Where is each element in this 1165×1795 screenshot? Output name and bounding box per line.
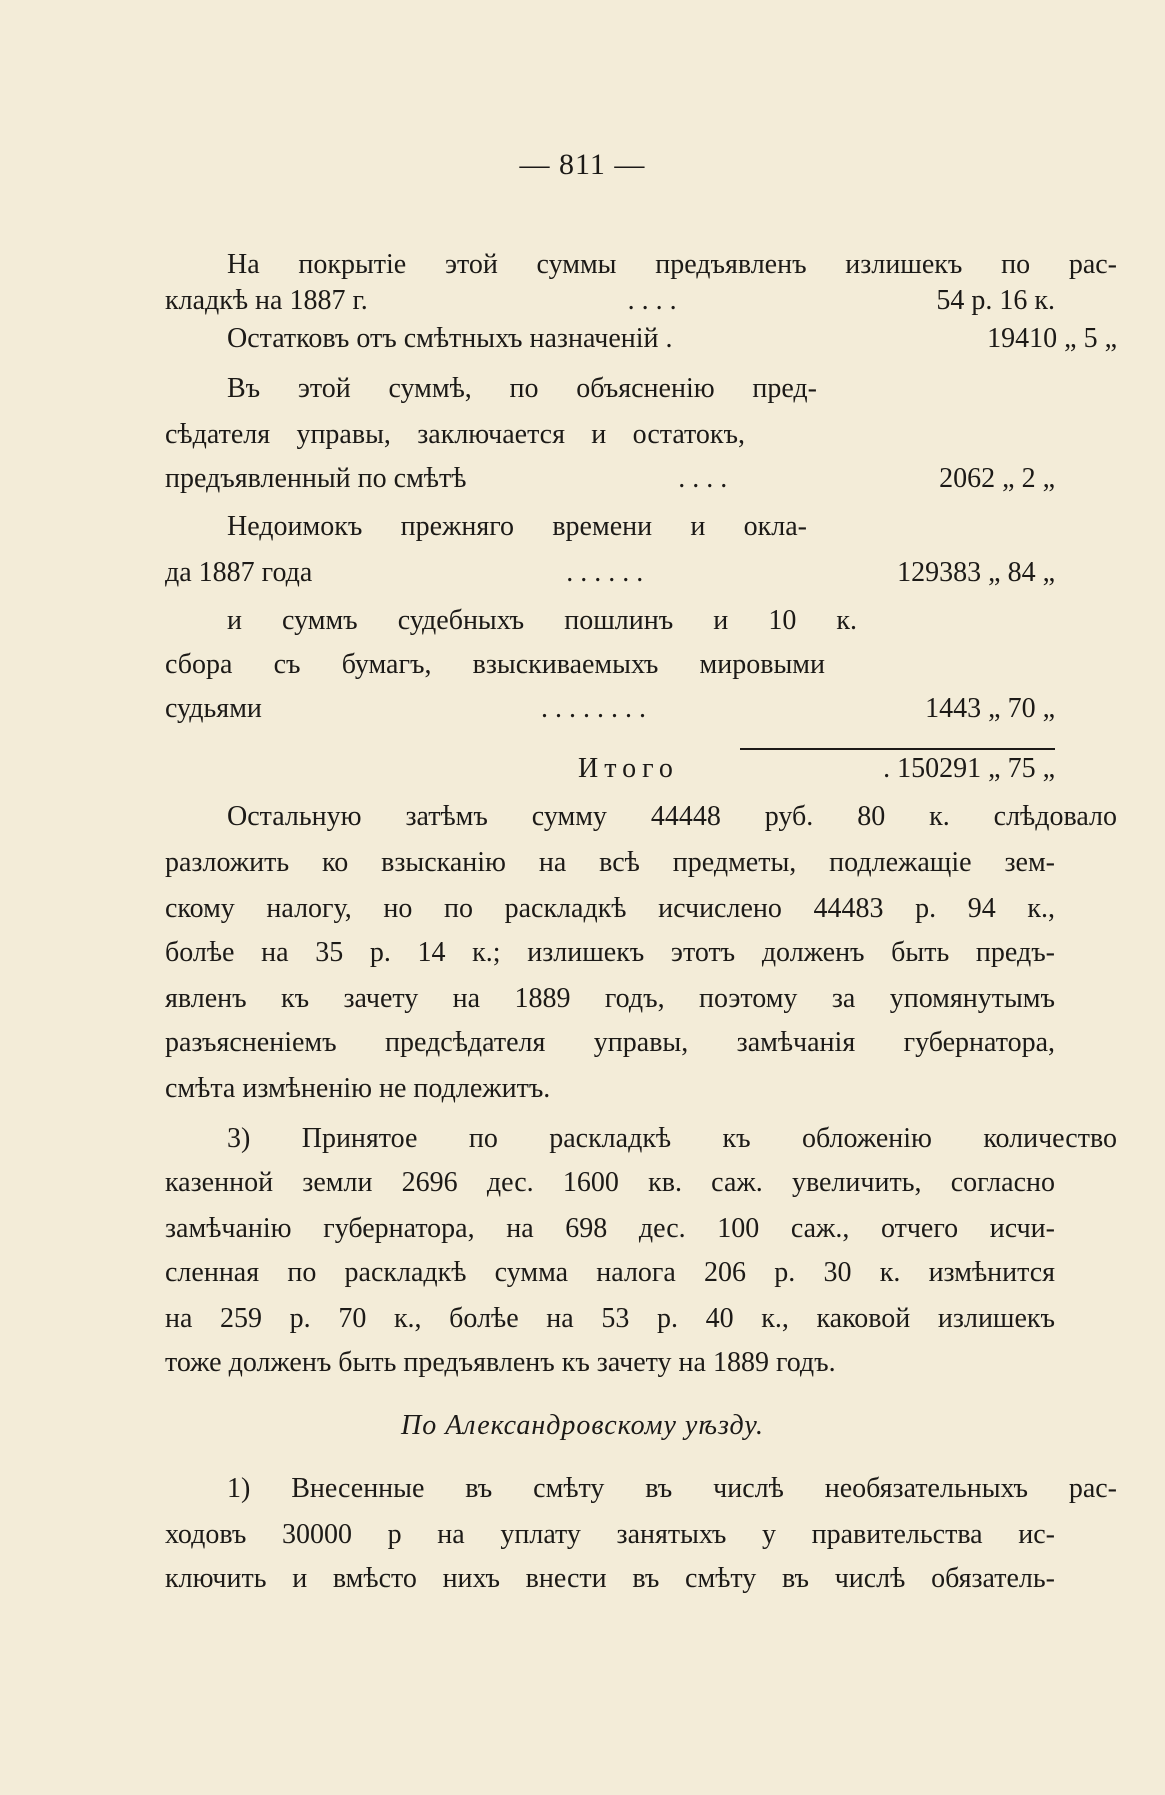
text-line: казенной земли 2696 дес. 1600 кв. саж. увеличить, согласно <box>165 1167 1055 1198</box>
ledger-dots: . . . . <box>678 463 728 494</box>
ledger-dots: . . . . <box>627 285 677 316</box>
text-line: смѣта измѣненію не подлежитъ. <box>165 1073 551 1104</box>
text-line: На покрытіе этой суммы предъявленъ излишекъ по рас- <box>227 249 1117 280</box>
total-row <box>578 752 1055 786</box>
ledger-label: кладкѣ на 1887 г. <box>165 285 368 316</box>
ledger-row <box>165 322 1117 356</box>
text-line: разложить ко взысканію на всѣ предметы, подлежащіе зем- <box>165 847 1055 878</box>
ledger-label: судьями <box>165 693 262 724</box>
text-line: Въ этой суммѣ, по объясненію пред- <box>227 373 817 404</box>
ledger-row <box>165 692 1055 726</box>
ledger-row <box>165 462 1055 496</box>
text-line: ключить и вмѣсто нихъ внести въ смѣту въ числѣ обязатель- <box>165 1563 1055 1594</box>
text-line: и суммъ судебныхъ пошлинъ и 10 к. <box>227 605 857 636</box>
text-line: Остальную затѣмъ сумму 44448 руб. 80 к. слѣдовало <box>227 801 1117 832</box>
ledger-label: Остатковъ отъ смѣтныхъ назначеній . <box>227 323 673 354</box>
text-line: болѣе на 35 р. 14 к.; излишекъ этотъ долженъ быть предъ- <box>165 937 1055 968</box>
text-line: сбора съ бумагъ, взыскиваемыхъ мировыми <box>165 649 825 680</box>
text-line: скому налогу, но по раскладкѣ исчислено 44483 р. 94 к., <box>165 893 1055 924</box>
text-line: сѣдателя управы, заключается и остатокъ, <box>165 419 745 450</box>
total-label: Итого <box>578 753 679 784</box>
ledger-row <box>165 284 1055 318</box>
ledger-amount: 129383 „ 84 „ <box>897 557 1055 588</box>
text-line: на 259 р. 70 к., болѣе на 53 р. 40 к., каковой излишекъ <box>165 1303 1055 1334</box>
section-heading: По Александровскому уѣзду. <box>400 1410 765 1441</box>
text-line: 3) Принятое по раскладкѣ къ обложенію количество <box>227 1123 1117 1154</box>
text-line: ходовъ 30000 р на уплату занятыхъ у правительства ис- <box>165 1519 1055 1550</box>
ledger-label: предъявленный по смѣтѣ <box>165 463 467 494</box>
text-line: сленная по раскладкѣ сумма налога 206 р. 30 к. измѣнится <box>165 1257 1055 1288</box>
ledger-dots: . . . . . . <box>566 557 644 588</box>
ledger-amount: 1443 „ 70 „ <box>925 693 1055 724</box>
ledger-amount: 54 р. 16 к. <box>936 285 1055 316</box>
ledger-row <box>165 556 1055 590</box>
total-rule <box>740 748 1055 750</box>
text-line: Недоимокъ прежняго времени и окла- <box>227 511 807 542</box>
ledger-amount: 19410 „ 5 „ <box>987 323 1117 354</box>
text-line: 1) Внесенные въ смѣту въ числѣ необязательныхъ рас- <box>227 1473 1117 1504</box>
text-line: замѣчанію губернатора, на 698 дес. 100 саж., отчего исчи- <box>165 1213 1055 1244</box>
page-number: — 811 — <box>519 148 646 181</box>
text-line: тоже долженъ быть предъявленъ къ зачету на 1889 годъ. <box>165 1347 836 1378</box>
total-amount: . 150291 „ 75 „ <box>883 753 1055 784</box>
ledger-label: да 1887 года <box>165 557 313 588</box>
text-line: разъясненіемъ предсѣдателя управы, замѣчанія губернатора, <box>165 1027 1055 1058</box>
ledger-dots: . . . . . . . . <box>541 693 647 724</box>
ledger-amount: 2062 „ 2 „ <box>939 463 1055 494</box>
text-line: явленъ къ зачету на 1889 годъ, поэтому за упомянутымъ <box>165 983 1055 1014</box>
